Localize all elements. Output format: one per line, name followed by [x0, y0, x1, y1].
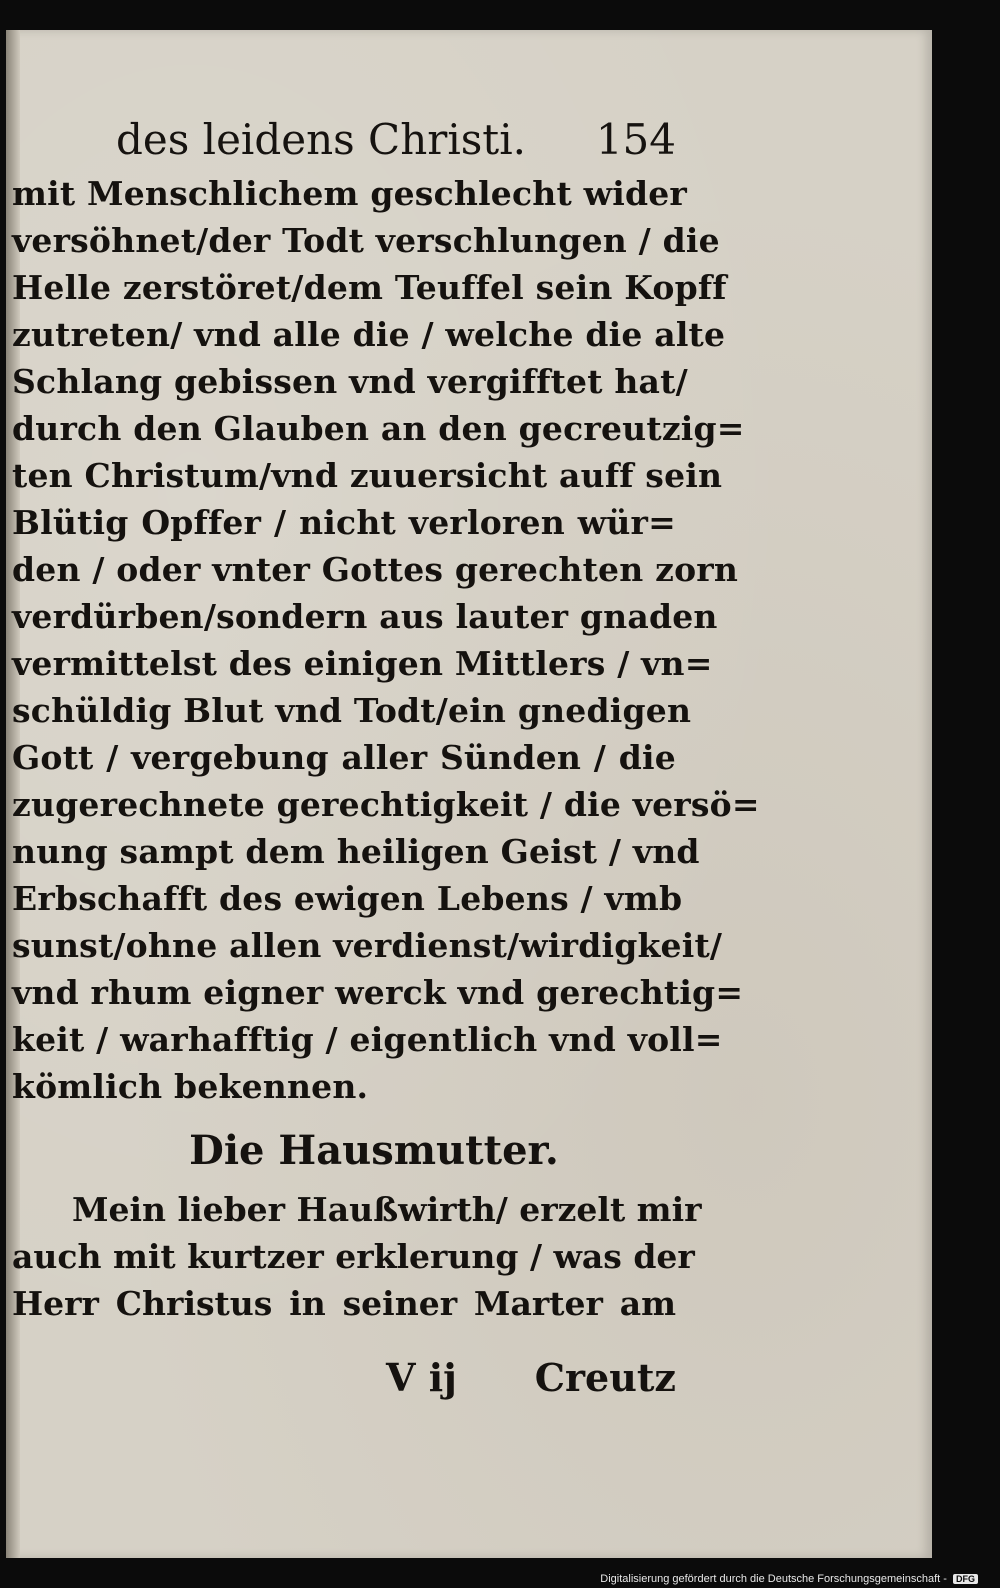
- paragraph-line: Herr Christus in seiner Marter am: [12, 1284, 676, 1323]
- digitization-credit: [600, 1573, 978, 1585]
- section-heading: Die Hausmutter.: [189, 1127, 559, 1174]
- paragraph-line: auch mit kurtzer erklerung / was der: [12, 1237, 695, 1276]
- text-line: zugerechnete gerechtigkeit / die versö=: [12, 785, 760, 824]
- text-line: zutreten/ vnd alle die / welche die alte: [12, 315, 726, 354]
- page-number: 154: [595, 115, 676, 164]
- text-line: keit / warhafftig / eigentlich vnd voll=: [12, 1020, 723, 1059]
- text-line: sunst/ohne allen verdienst/wirdigkeit/: [12, 926, 723, 965]
- text-line: Erbschafft des ewigen Lebens / vmb: [12, 879, 683, 918]
- text-line: schüldig Blut vnd Todt/ein gnedigen: [12, 691, 692, 730]
- text-line: versöhnet/der Todt verschlungen / die: [12, 221, 720, 260]
- text-line: durch den Glauben an den gecreutzig=: [12, 409, 745, 448]
- text-line: vermittelst des einigen Mittlers / vn=: [12, 644, 713, 683]
- signature-mark: V ij: [386, 1355, 457, 1400]
- text-line: Helle zerstöret/dem Teuffel sein Kopff: [12, 268, 727, 307]
- text-line-last: kömlich bekennen.: [12, 1067, 369, 1106]
- text-line: Schlang gebissen vnd vergifftet hat/: [12, 362, 688, 401]
- text-line: den / oder vnter Gottes gerechten zorn: [12, 550, 739, 589]
- text-line: ten Christum/vnd zuuersicht auff sein: [12, 456, 723, 495]
- text-line: Gott / vergebung aller Sünden / die: [12, 738, 676, 777]
- text-line: nung sampt dem heiligen Geist / vnd: [12, 832, 700, 871]
- text-line: verdürben/sondern aus lauter gnaden: [12, 597, 718, 636]
- credit-text: Digitalisierung gefördert durch die Deutsche Forschungsgemeinschaft -: [600, 1573, 947, 1585]
- text-line: mit Menschlichem geschlecht wider: [12, 174, 688, 213]
- text-line: Blütig Opffer / nicht verloren wür=: [12, 503, 676, 542]
- text-line: vnd rhum eigner werck vnd gerechtig=: [12, 973, 744, 1012]
- book-page: [6, 30, 932, 1558]
- running-title: des leidens Christi.: [116, 115, 526, 164]
- body-text: [12, 170, 760, 1327]
- page-footer: [386, 1350, 676, 1406]
- page-header: [116, 110, 676, 170]
- paragraph-line: Mein lieber Haußwirth/ erzelt mir: [72, 1190, 702, 1229]
- catchword: Creutz: [534, 1355, 676, 1400]
- dfg-logo: DFG: [953, 1574, 978, 1584]
